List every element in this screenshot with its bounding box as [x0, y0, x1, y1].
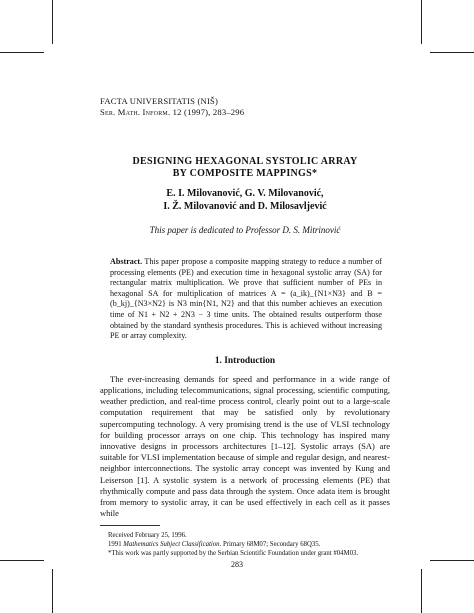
- journal-series-line: [100, 107, 390, 118]
- authors-line-2: I. Ž. Milovanović and D. Milosavljević: [163, 200, 327, 212]
- footnote-rule: [100, 525, 160, 526]
- journal-issue: 12 (1997), 283–296: [172, 107, 245, 117]
- author-list: [100, 188, 390, 213]
- section-body: [100, 374, 390, 520]
- crop-mark-top-left-h: [0, 52, 44, 53]
- classification-codes: Primary 68M07; Secondary 68Q35.: [221, 541, 321, 549]
- footnote-classification: [100, 540, 390, 549]
- dedication: This paper is dedicated to Professor D. S. Mitrinović: [149, 225, 341, 235]
- journal-header: [100, 96, 390, 118]
- abstract-text: This paper propose a composite mapping strategy to reduce a number of processing elements (PE) and execution time in hexagonal systolic array (SA) for rectangular matrix multiplication. We prove that sufficient number of PEs in hexagonal SA for multiplication of matrices A = (a_ik)_{N1×N3} and B = (b_kj)_{N3×N2} is N3 min{N1, N2} and that this number achieves an execution time of N1 + N2 + 2N3 − 3 time units. The obtained results outperform those obtained by the standard synthesis procedures. This is achieved without increasing PE or array complexity.: [110, 257, 382, 341]
- section-heading: 1. Introduction: [214, 355, 276, 366]
- crop-mark-top-right-v: [421, 0, 422, 44]
- journal-series: Ser. Math. Inform.: [100, 107, 171, 117]
- crop-mark-bottom-left-v: [52, 569, 53, 613]
- footnote-support: *This work was partly supported by the Serbian Scientific Foundation under grant #04M03.: [108, 550, 359, 558]
- classification-prefix: 1991: [108, 541, 124, 549]
- authors-line-1: E. I. Milovanović, G. V. Milovanović,: [166, 188, 324, 199]
- footnotes: [100, 531, 390, 558]
- paper-page: [100, 96, 390, 558]
- body-paragraph: The ever-increasing demands for speed and performance in a wide range of applications, including telecommunications, signal processing, scientific computing, weather prediction, and real-time process control, clearly point out to a large-scale computation requirement that may be satisfied only by revolutionary supercomputing technology. A very promising trend is the use of VLSI technology for building processor arrays on one chip. This technology has inspired many innovative designs in processors architectures [1–12]. Systolic arrays (SA) are suitable for VLSI implementation because of simple and regular design, and nearest-neighbor interconnections. The systolic array concept was invented by Kung and Leiserson [1]. A systolic system is a network of processing elements (PE) that rhythmically compute and pass data through the system. Once adata item is brought from memory to systolic array, it can be used effectively in each cell as it passes while: [100, 373, 390, 519]
- title-line-1: DESIGNING HEXAGONAL SYSTOLIC ARRAY: [132, 156, 358, 167]
- crop-mark-top-left-v: [52, 0, 53, 44]
- crop-mark-top-right-h: [430, 52, 474, 53]
- title-line-2: BY COMPOSITE MAPPINGS*: [172, 168, 318, 179]
- journal-name: FACTA UNIVERSITATIS (NIŠ): [100, 96, 219, 106]
- abstract: [110, 257, 382, 342]
- page-number: 283: [231, 560, 243, 569]
- classification-label: Mathematics Subject Classification.: [123, 541, 222, 549]
- crop-mark-bottom-right-v: [421, 569, 422, 613]
- paper-title: [100, 156, 390, 180]
- footnote-received: Received February 25, 1996.: [108, 532, 187, 540]
- abstract-label: Abstract.: [110, 257, 143, 266]
